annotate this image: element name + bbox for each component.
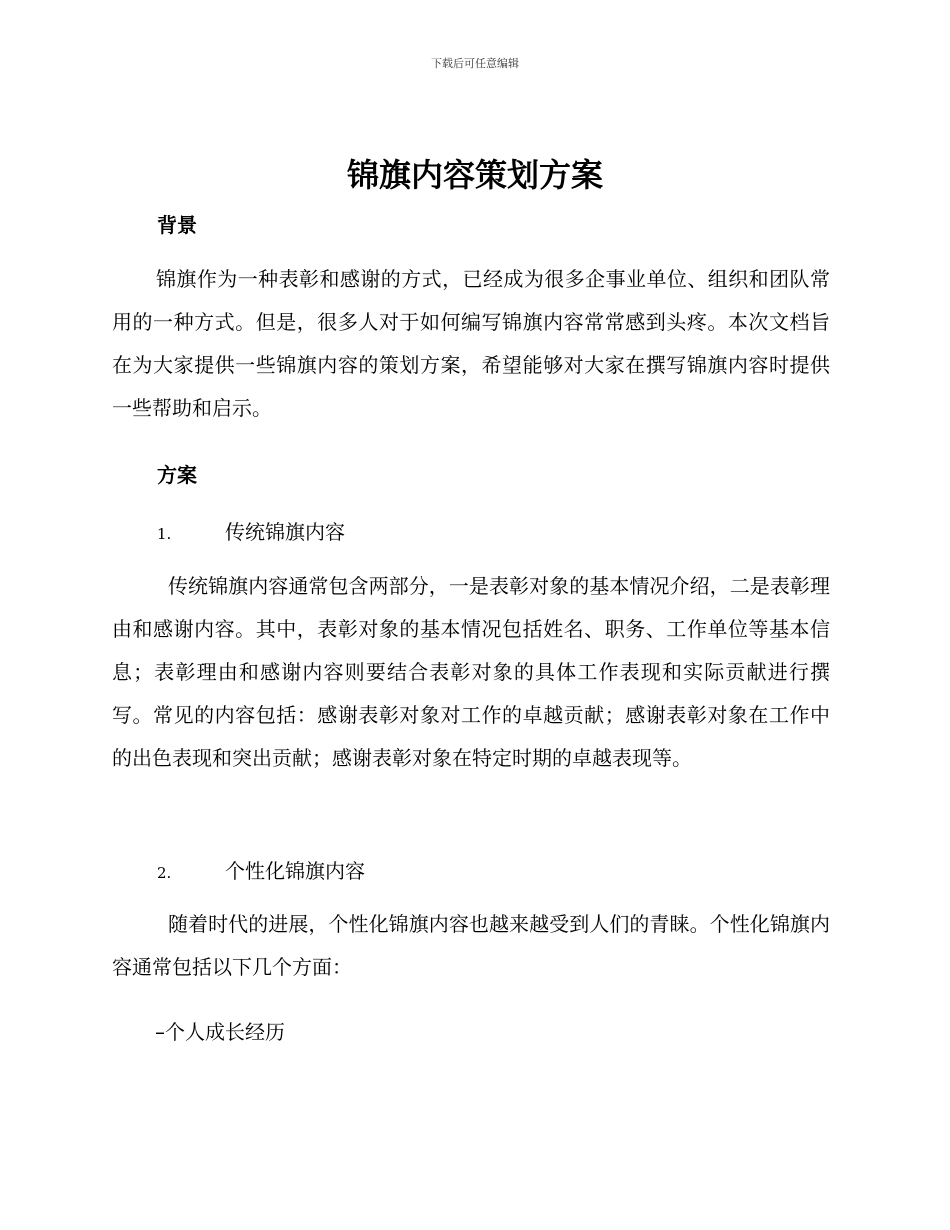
background-paragraph: 锦旗作为一种表彰和感谢的方式，已经成为很多企事业单位、组织和团队常用的一种方式。但是，很多人对于如何编写锦旗内容常常感到头疼。本次文档旨在为大家提供一些锦旗内容的策划方案，希望能够对大家在撰写锦旗内容时提供一些帮助和启示。 [112, 267, 830, 420]
list-item-title: 传统锦旗内容 [225, 520, 345, 544]
personalized-paragraph: 随着时代的进展，个性化锦旗内容也越来越受到人们的青睐。个性化锦旗内容通常包括以下几个方面： [112, 912, 830, 979]
traditional-paragraph: 传统锦旗内容通常包含两部分，一是表彰对象的基本情况介绍，二是表彰理由和感谢内容。其中，表彰对象的基本情况包括姓名、职务、工作单位等基本信息；表彰理由和感谢内容则要结合表彰对象的具体工作表现和实际贡献进行撰写。常见的内容包括：感谢表彰对象对工作的卓越贡献；感谢表彰对象在工作中的出色表现和突出贡献；感谢表彰对象在特定时期的卓越表现等。 [112, 574, 830, 770]
document-title: 锦旗内容策划方案 [346, 156, 603, 194]
section-heading-plan: 方案 [157, 463, 197, 487]
list-item-personalized [157, 855, 365, 884]
list-item-number: 2. [157, 864, 172, 882]
bullet-item: –个人成长经历 [155, 1020, 285, 1044]
list-item-title: 个性化锦旗内容 [225, 859, 365, 883]
section-heading-background: 背景 [157, 213, 197, 237]
list-item-traditional [157, 516, 345, 545]
header-note: 下载后可任意编辑 [431, 57, 519, 70]
list-item-number: 1. [157, 525, 172, 543]
